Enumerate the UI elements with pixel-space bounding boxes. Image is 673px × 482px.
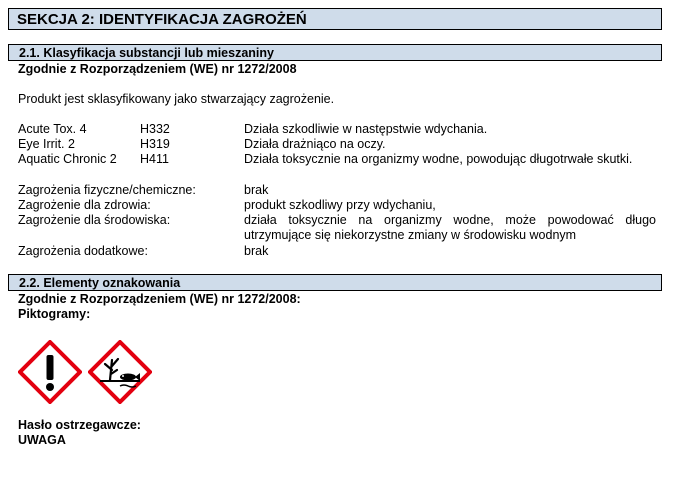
regulation-text: Zgodnie z Rozporządzeniem (WE) nr 1272/2008: <box>18 292 301 306</box>
section-title: SEKCJA 2: IDENTYFIKACJA ZAGROŻEŃ <box>8 8 662 30</box>
pictograms-label: Piktogramy: <box>18 307 91 321</box>
hazard-value: działa toksycznie na organizmy wodne, może powodować długo utrzymujące się niekorzystne zmiany w środowisku wodnym <box>244 213 656 242</box>
signal-word-label: Hasło ostrzegawcze: <box>18 418 141 432</box>
hazard-category: Acute Tox. 4 <box>18 122 87 136</box>
hazard-description: Działa toksycznie na organizmy wodne, powodując długotrwałe skutki. <box>244 152 633 166</box>
hazard-value: brak <box>244 244 269 258</box>
exclamation-mark-icon <box>18 340 82 404</box>
regulation-text: Zgodnie z Rozporządzeniem (WE) nr 1272/2008 <box>18 62 297 76</box>
hazard-label: Zagrożenia fizyczne/chemiczne: <box>18 183 196 197</box>
hazard-label: Zagrożenie dla środowiska: <box>18 213 171 227</box>
hazard-code: H332 <box>140 122 170 136</box>
hazard-description: Działa szkodliwie w następstwie wdychania. <box>244 122 488 136</box>
signal-word: UWAGA <box>18 433 66 447</box>
hazard-code: H319 <box>140 137 170 151</box>
hazard-category: Aquatic Chronic 2 <box>18 152 117 166</box>
hazard-label: Zagrożenia dodatkowe: <box>18 244 148 258</box>
hazard-code: H411 <box>140 152 169 166</box>
hazard-value: brak <box>244 183 269 197</box>
hazard-description: Działa drażniąco na oczy. <box>244 137 386 151</box>
hazard-category: Eye Irrit. 2 <box>18 137 75 151</box>
environment-icon <box>88 340 152 404</box>
classification-statement: Produkt jest sklasyfikowany jako stwarzający zagrożenie. <box>18 92 335 106</box>
subsection-title-classification: 2.1. Klasyfikacja substancji lub mieszaniny <box>8 44 662 61</box>
hazard-value: produkt szkodliwy przy wdychaniu, <box>244 198 436 212</box>
subsection-title-labelling: 2.2. Elementy oznakowania <box>8 274 662 291</box>
hazard-label: Zagrożenie dla zdrowia: <box>18 198 151 212</box>
